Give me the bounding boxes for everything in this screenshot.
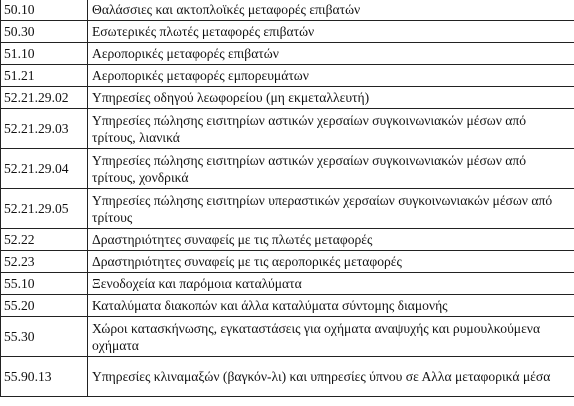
- table-row: [1, 65, 574, 87]
- activity-code-cell: 52.21.29.02: [1, 87, 88, 109]
- activity-code-cell: 55.10: [1, 273, 88, 295]
- table-row: [1, 273, 574, 295]
- table-row: [1, 251, 574, 273]
- activity-description-cell: Εσωτερικές πλωτές μεταφορές επιβατών: [88, 21, 574, 43]
- activity-description-cell: Ξενοδοχεία και παρόμοια καταλύματα: [88, 273, 574, 295]
- table-row: [1, 295, 574, 317]
- activity-code-cell: 55.90.13: [1, 357, 88, 397]
- activity-code-cell: 51.21: [1, 65, 88, 87]
- activity-description-cell: Αεροπορικές μεταφορές επιβατών: [88, 43, 574, 65]
- activity-code-cell: 55.20: [1, 295, 88, 317]
- table-row: [1, 87, 574, 109]
- activity-description-cell: Καταλύματα διακοπών και άλλα καταλύματα σύντομης διαμονής: [88, 295, 574, 317]
- table-row: [1, 0, 574, 21]
- activity-code-cell: 55.30: [1, 317, 88, 357]
- activity-code-cell: 52.22: [1, 229, 88, 251]
- activity-description-cell: Χώροι κατασκήνωσης, εγκαταστάσεις για οχήματα αναψυχής και ρυμουλκούμενα οχήματα: [88, 317, 574, 357]
- activity-description-cell: Υπηρεσίες κλιναμαξών (βαγκόν-λι) και υπηρεσίες ύπνου σε Αλλα μεταφορικά μέσα: [88, 357, 574, 397]
- table-row: [1, 229, 574, 251]
- activity-description-cell: Υπηρεσίες πώλησης εισιτηρίων υπεραστικών χερσαίων συγκοινωνιακών μέσων από τρίτους: [88, 189, 574, 229]
- activity-description-cell: Υπηρεσίες πώλησης εισιτηρίων αστικών χερσαίων συγκοινωνιακών μέσων από τρίτους, λιανικά: [88, 109, 574, 149]
- activity-description-cell: Αεροπορικές μεταφορές εμπορευμάτων: [88, 65, 574, 87]
- activity-code-cell: 52.23: [1, 251, 88, 273]
- activity-description-cell: Υπηρεσίες πώλησης εισιτηρίων αστικών χερσαίων συγκοινωνιακών μέσων από τρίτους, χονδρικά: [88, 149, 574, 189]
- activity-code-cell: 50.10: [1, 0, 88, 21]
- activity-code-cell: 52.21.29.05: [1, 189, 88, 229]
- activity-description-cell: Δραστηριότητες συναφείς με τις πλωτές μεταφορές: [88, 229, 574, 251]
- table-row: [1, 189, 574, 229]
- table-row: [1, 149, 574, 189]
- activity-description-cell: Υπηρεσίες οδηγού λεωφορείου (μη εκμεταλλευτή): [88, 87, 574, 109]
- table-row: [1, 43, 574, 65]
- activity-code-cell: 52.21.29.04: [1, 149, 88, 189]
- activity-code-cell: 51.10: [1, 43, 88, 65]
- table-body: [1, 0, 574, 397]
- table-row: [1, 109, 574, 149]
- table-row: [1, 21, 574, 43]
- activity-code-cell: 50.30: [1, 21, 88, 43]
- table-row: [1, 317, 574, 357]
- activity-code-cell: 52.21.29.03: [1, 109, 88, 149]
- activity-description-cell: Θαλάσσιες και ακτοπλοϊκές μεταφορές επιβατών: [88, 0, 574, 21]
- activity-description-cell: Δραστηριότητες συναφείς με τις αεροπορικές μεταφορές: [88, 251, 574, 273]
- table-row: [1, 357, 574, 397]
